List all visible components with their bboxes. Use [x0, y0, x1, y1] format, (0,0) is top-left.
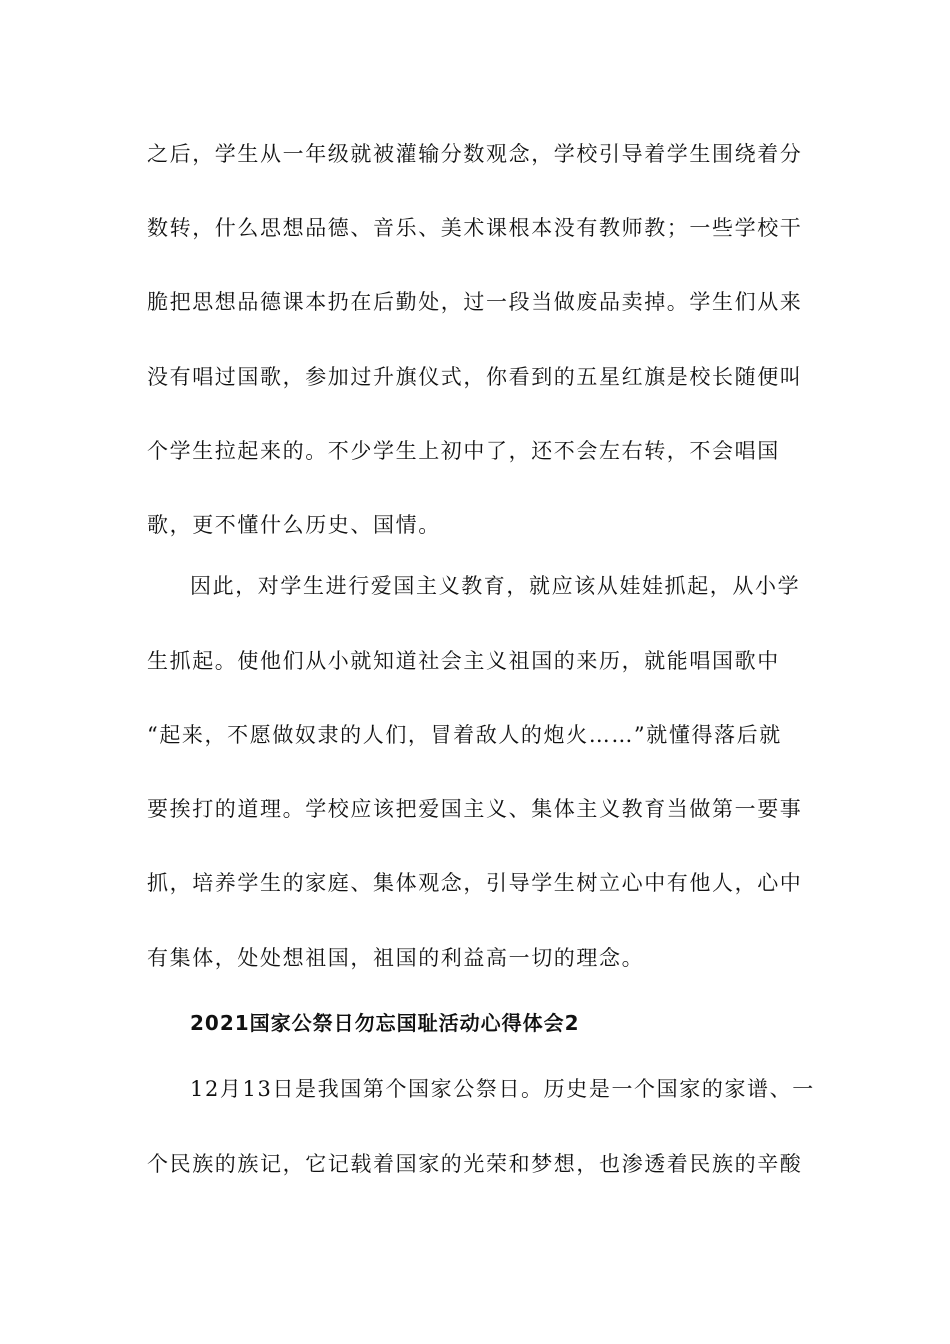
- paragraph-2-line-5: 抓，培养学生的家庭、集体观念，引导学生树立心中有他人，心中: [147, 871, 803, 895]
- section-heading: 2021国家公祭日勿忘国耻活动心得体会2: [190, 1011, 580, 1035]
- paragraph-2-line-3: “起来，不愿做奴隶的人们，冒着敌人的炮火……”就懂得落后就: [147, 723, 782, 747]
- paragraph-3-line-1: 12月13日是我国第个国家公祭日。历史是一个国家的家谱、一: [190, 1077, 815, 1101]
- paragraph-2-line-2: 生抓起。使他们从小就知道社会主义祖国的来历，就能唱国歌中: [147, 649, 780, 673]
- paragraph-1-line-1: 之后，学生从一年级就被灌输分数观念，学校引导着学生围绕着分: [147, 142, 803, 166]
- paragraph-1-line-4: 没有唱过国歌，参加过升旗仪式，你看到的五星红旗是校长随便叫: [147, 365, 803, 389]
- paragraph-2-line-1: 因此，对学生进行爱国主义教育，就应该从娃娃抓起，从小学: [190, 574, 801, 598]
- paragraph-1-line-2: 数转，什么思想品德、音乐、美术课根本没有教师教；一些学校干: [147, 216, 803, 240]
- paragraph-1-line-3: 脆把思想品德课本扔在后勤处，过一段当做废品卖掉。学生们从来: [147, 290, 803, 314]
- paragraph-2-line-6: 有集体，处处想祖国，祖国的利益高一切的理念。: [147, 946, 645, 970]
- paragraph-3-line-2: 个民族的族记，它记载着国家的光荣和梦想，也渗透着民族的辛酸: [147, 1152, 803, 1176]
- paragraph-2-line-4: 要挨打的道理。学校应该把爱国主义、集体主义教育当做第一要事: [147, 797, 803, 821]
- paragraph-1-line-5: 个学生拉起来的。不少学生上初中了，还不会左右转，不会唱国: [147, 439, 780, 463]
- paragraph-1-line-6: 歌，更不懂什么历史、国情。: [147, 513, 441, 537]
